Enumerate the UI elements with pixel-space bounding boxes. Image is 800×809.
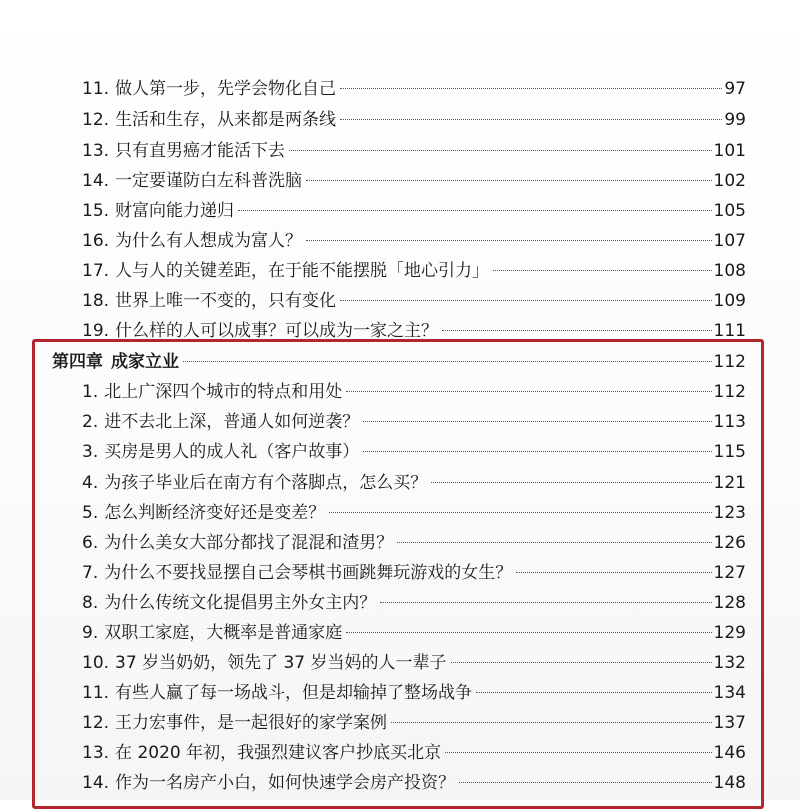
toc-entry[interactable] [0, 648, 800, 678]
entry-title: 世界上唯一不变的，只有变化 [115, 291, 337, 311]
chapter-title: 成家立业 [111, 352, 179, 372]
entry-number: 13. [82, 141, 110, 161]
entry-number: 2. [82, 412, 99, 432]
dot-leader [442, 330, 712, 331]
dot-leader [238, 210, 712, 211]
dot-leader [363, 451, 711, 452]
entry-page-number: 148 [713, 773, 746, 793]
chapter-page-number: 112 [713, 352, 746, 372]
entry-page-number: 111 [713, 321, 746, 341]
entry-title: 北上广深四个城市的特点和用处 [104, 382, 343, 402]
entry-number: 4. [82, 473, 99, 493]
entry-title: 作为一名房产小白，如何快速学会房产投资？ [115, 773, 456, 793]
dot-leader [459, 782, 712, 783]
entry-title: 什么样的人可以成事？可以成为一家之主？ [115, 321, 439, 341]
entry-number: 18. [82, 291, 110, 311]
entry-number: 1. [82, 382, 99, 402]
entry-page-number: 115 [713, 442, 746, 462]
dot-leader [346, 391, 711, 392]
dot-leader [451, 662, 712, 663]
toc-entry[interactable] [0, 468, 800, 498]
entry-title: 为孩子毕业后在南方有个落脚点，怎么买？ [104, 473, 428, 493]
entry-number: 17. [82, 261, 110, 281]
dot-leader [431, 482, 711, 483]
dot-leader [397, 542, 711, 543]
entry-page-number: 108 [713, 261, 746, 281]
entry-number: 12. [82, 713, 110, 733]
toc-entry[interactable] [0, 768, 800, 798]
dot-leader [476, 692, 712, 693]
entry-title: 在 2020 年初，我强烈建议客户抄底买北京 [115, 743, 442, 763]
entry-page-number: 126 [713, 533, 746, 553]
toc-entry[interactable] [0, 226, 800, 256]
entry-number: 11. [82, 79, 110, 99]
entry-title: 为什么美女大部分都找了混混和渣男？ [104, 533, 394, 553]
entry-title: 为什么传统文化提倡男主外女主内？ [104, 593, 377, 613]
entry-page-number: 109 [713, 291, 746, 311]
chapter-heading[interactable] [0, 347, 800, 377]
entry-title: 进不去北上深，普通人如何逆袭？ [104, 412, 360, 432]
toc-entry[interactable] [0, 136, 800, 166]
dot-leader [183, 361, 712, 362]
toc-entry[interactable] [0, 105, 800, 135]
dot-leader [306, 180, 712, 181]
dot-leader [346, 632, 711, 633]
entry-number: 14. [82, 773, 110, 793]
toc-entry[interactable] [0, 498, 800, 528]
dot-leader [380, 602, 711, 603]
entry-number: 10. [82, 653, 110, 673]
entry-page-number: 127 [713, 563, 746, 583]
toc-entry[interactable] [0, 708, 800, 738]
entry-number: 14. [82, 171, 110, 191]
entry-number: 6. [82, 533, 99, 553]
dot-leader [289, 150, 712, 151]
entry-title: 一定要谨防白左科普洗脑 [115, 171, 303, 191]
entry-number: 3. [82, 442, 99, 462]
entry-title: 买房是男人的成人礼（客户故事） [104, 442, 360, 462]
dot-leader [445, 752, 711, 753]
toc-entry[interactable] [0, 74, 800, 104]
entry-page-number: 97 [724, 79, 746, 99]
entry-number: 8. [82, 593, 99, 613]
entry-title: 怎么判断经济变好还是变差？ [104, 503, 326, 523]
toc-entry[interactable] [0, 286, 800, 316]
entry-number: 12. [82, 110, 110, 130]
toc-entry[interactable] [0, 256, 800, 286]
toc-entry[interactable] [0, 316, 800, 346]
toc-entry[interactable] [0, 618, 800, 648]
toc-entry[interactable] [0, 166, 800, 196]
entry-number: 15. [82, 201, 110, 221]
toc-entry[interactable] [0, 377, 800, 407]
entry-number: 16. [82, 231, 110, 251]
entry-number: 9. [82, 623, 99, 643]
toc-entry[interactable] [0, 528, 800, 558]
entry-number: 11. [82, 683, 110, 703]
entry-title: 只有直男癌才能活下去 [115, 141, 286, 161]
entry-page-number: 123 [713, 503, 746, 523]
entry-title: 王力宏事件，是一起很好的家学案例 [115, 713, 388, 733]
entry-title: 37 岁当奶奶，领先了 37 岁当妈的人一辈子 [115, 653, 447, 673]
dot-leader [340, 119, 722, 120]
entry-title: 为什么有人想成为富人？ [115, 231, 303, 251]
toc-entry[interactable] [0, 196, 800, 226]
entry-page-number: 128 [713, 593, 746, 613]
entry-page-number: 121 [713, 473, 746, 493]
toc-entry[interactable] [0, 558, 800, 588]
entry-title: 有些人赢了每一场战斗，但是却输掉了整场战争 [115, 683, 473, 703]
toc-entry[interactable] [0, 407, 800, 437]
entry-page-number: 105 [713, 201, 746, 221]
dot-leader [340, 88, 722, 89]
entry-page-number: 113 [713, 412, 746, 432]
chapter-label: 第四章 [52, 352, 103, 372]
toc-entry[interactable] [0, 678, 800, 708]
entry-page-number: 129 [713, 623, 746, 643]
entry-page-number: 146 [713, 743, 746, 763]
dot-leader [516, 572, 711, 573]
entry-page-number: 137 [713, 713, 746, 733]
entry-page-number: 132 [713, 653, 746, 673]
entry-page-number: 107 [713, 231, 746, 251]
entry-title: 人与人的关键差距，在于能不能摆脱「地心引力」 [115, 261, 490, 281]
entry-title: 财富向能力递归 [115, 201, 235, 221]
entry-number: 5. [82, 503, 99, 523]
entry-page-number: 112 [713, 382, 746, 402]
dot-leader [363, 421, 711, 422]
dot-leader [340, 300, 712, 301]
entry-title: 做人第一步，先学会物化自己 [115, 79, 337, 99]
entry-number: 19. [82, 321, 110, 341]
entry-page-number: 99 [724, 110, 746, 130]
entry-title: 双职工家庭，大概率是普通家庭 [104, 623, 343, 643]
entry-number: 7. [82, 563, 99, 583]
dot-leader [306, 240, 712, 241]
entry-page-number: 134 [713, 683, 746, 703]
entry-title: 生活和生存，从来都是两条线 [115, 110, 337, 130]
dot-leader [329, 512, 711, 513]
toc-entry[interactable] [0, 437, 800, 467]
toc-entry[interactable] [0, 738, 800, 768]
toc-entry[interactable] [0, 588, 800, 618]
entry-number: 13. [82, 743, 110, 763]
dot-leader [493, 270, 712, 271]
entry-page-number: 101 [713, 141, 746, 161]
entry-page-number: 102 [713, 171, 746, 191]
dot-leader [391, 722, 712, 723]
entry-title: 为什么不要找显摆自己会琴棋书画跳舞玩游戏的女生？ [104, 563, 513, 583]
